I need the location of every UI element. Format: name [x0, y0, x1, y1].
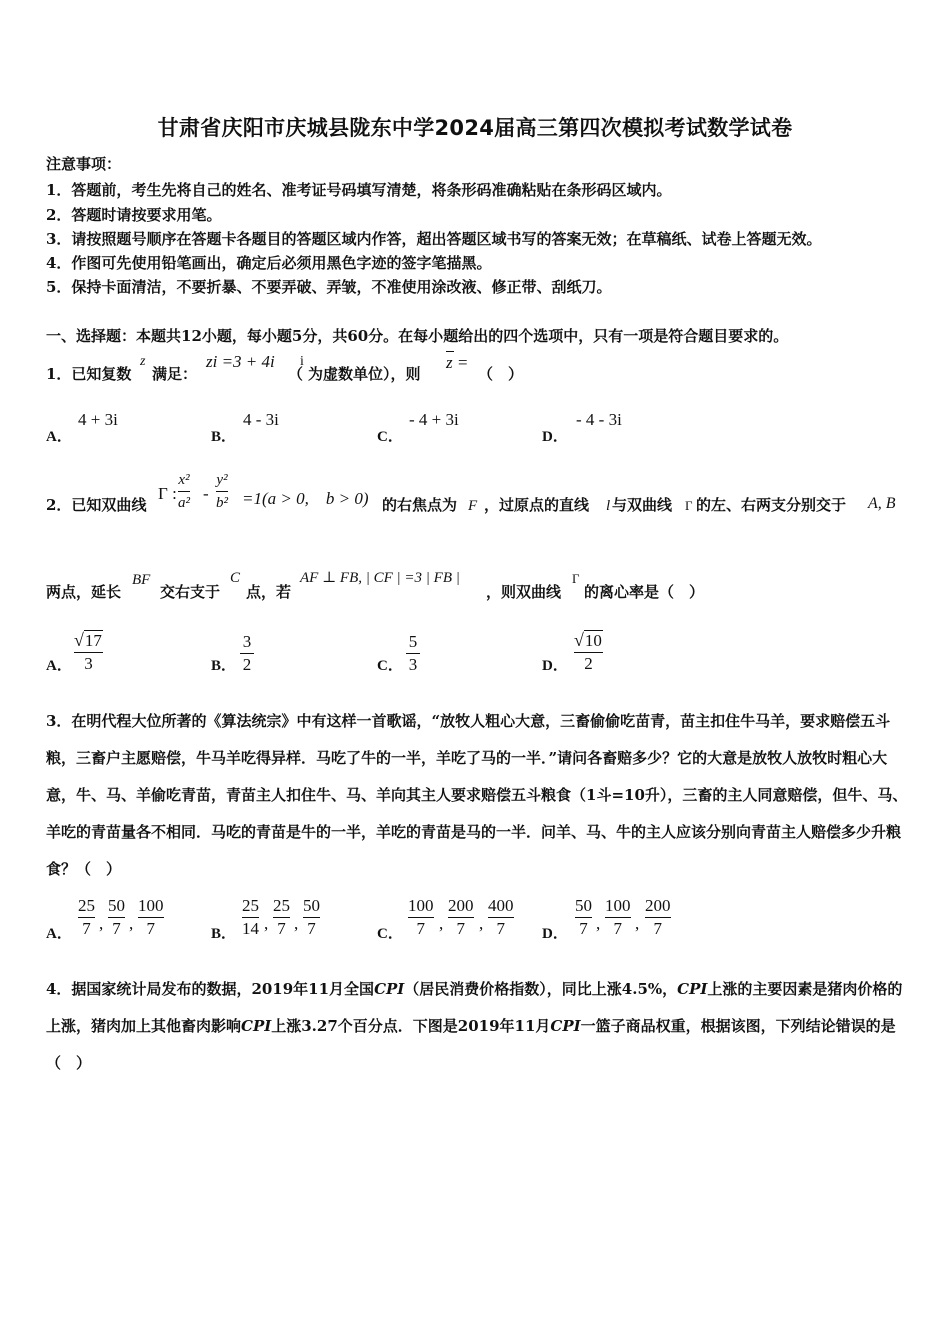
frac-num: 200 — [645, 896, 671, 915]
frac-den: 7 — [653, 919, 662, 938]
q2-math: Γ — [572, 571, 580, 586]
option-value: √17 3 — [74, 630, 102, 673]
section-heading: 一、选择题：本题共12小题，每小题5分，共60分。在每小题给出的四个选项中，只有一项是符合题目要求的。 — [46, 327, 789, 345]
frac-num: 50 — [575, 896, 592, 915]
frac-bar — [575, 917, 592, 918]
q1-text: （ ） — [478, 365, 524, 383]
option-value: - 4 + 3i — [409, 410, 459, 429]
frac-num: 100 — [408, 896, 434, 915]
comma: , — [635, 914, 640, 933]
frac-num: 10 — [584, 631, 602, 650]
frac-bar — [78, 917, 95, 918]
question-4 — [46, 971, 914, 1082]
option-frac — [408, 896, 434, 939]
q2-text: ，过原点的直线 — [484, 496, 590, 514]
option-label: D． — [542, 658, 568, 674]
q2-text: 的离心率是（ ） — [584, 583, 705, 601]
option-label: B． — [211, 429, 237, 445]
q1-math: zi =3 + 4i — [206, 352, 275, 371]
option-frac — [108, 896, 125, 939]
frac-num: y² — [216, 472, 228, 488]
q4-text: （居民消费价格指数），同比上涨4.5%， — [404, 980, 678, 998]
q2-math: - — [203, 484, 209, 503]
option-frac — [273, 896, 290, 939]
q2-math: Γ — [685, 498, 693, 513]
frac-den: 2 — [242, 655, 252, 674]
q2-text: 与双曲线 — [612, 496, 673, 514]
option-label: C． — [377, 658, 403, 674]
option-label: C． — [377, 429, 403, 445]
option-label: D． — [542, 429, 568, 445]
option-label: C． — [377, 926, 403, 942]
frac-num: 25 — [78, 896, 95, 915]
frac-bar — [242, 917, 259, 918]
q2-text: 交右支于 — [160, 583, 221, 601]
q3-text: 3．在明代程大位所著的《算法统宗》中有这样一首歌谣，“放牧人粗心大意，三畜偷偷吃苗青，苗主扣住牛马羊，要求赔偿五斗粮，三畜户主愿赔偿，牛马羊吃得异样．马吃了牛的一半，羊吃了马的一半．”请问各畜赔多少？它的大意是放牧人放牧时粗心大意，牛、马、羊偷吃青苗，青苗主人扣住牛、马、羊向其主人要求赔偿五斗粮食（1斗=10升），三畜的主人同意赔偿，但牛、马、羊吃的青苗量各不相同．马吃的青苗是牛的一半，羊吃的青苗是马的一半．问羊、马、牛的主人应该分别向青苗主人赔偿多少升粮食？（ ） — [46, 712, 908, 878]
option-frac — [138, 896, 164, 939]
frac-bar — [216, 491, 228, 492]
frac-bar — [645, 917, 671, 918]
frac-den: 3 — [84, 654, 93, 673]
frac-den: 7 — [82, 919, 91, 938]
frac-num: 25 — [273, 896, 290, 915]
frac-num: 50 — [108, 896, 125, 915]
q4-term: CPI — [241, 1017, 272, 1035]
frac-den: 7 — [416, 919, 425, 938]
conjugate-bar — [446, 351, 454, 352]
frac-den: a² — [178, 495, 190, 511]
q2-text: 点，若 — [246, 583, 292, 601]
option-frac — [448, 896, 474, 939]
notice-item: 5．保持卡面清洁，不要折暴、不要弄破、弄皱，不准使用涂改液、修正带、刮纸刀。 — [46, 278, 612, 296]
frac-den: 7 — [112, 919, 121, 938]
frac-den: 7 — [146, 919, 155, 938]
q2-math: l — [606, 498, 611, 514]
q2-fraction — [178, 470, 190, 513]
option-value: - 4 - 3i — [576, 410, 622, 429]
frac-num: 50 — [303, 896, 320, 915]
frac-bar — [273, 917, 290, 918]
frac-num: 5 — [408, 632, 418, 651]
q4-term: CPI — [374, 980, 405, 998]
q4-text: 上涨的主要因素是猪肉价格的上涨，猪肉加上其他畜肉影响 — [46, 980, 903, 1035]
comma: , — [294, 914, 299, 933]
q2-text: ，则双曲线 — [486, 583, 562, 601]
frac-bar — [574, 652, 603, 653]
option-label: B． — [211, 658, 237, 674]
q1-math: z = — [446, 353, 469, 372]
option-label: A． — [46, 926, 72, 942]
option-value — [240, 632, 254, 675]
q2-text: 两点，延长 — [46, 583, 122, 601]
frac-num: x² — [178, 472, 190, 488]
option-value: 4 - 3i — [243, 410, 279, 429]
q2-math: =1(a > 0, b > 0) — [242, 489, 369, 508]
option-label: B． — [211, 926, 237, 942]
q2-fraction — [216, 470, 228, 513]
frac-bar — [448, 917, 474, 918]
option-frac — [303, 896, 320, 939]
frac-num: 100 — [605, 896, 631, 915]
frac-bar — [74, 652, 103, 653]
frac-bar — [303, 917, 320, 918]
comma: , — [439, 914, 444, 933]
notice-item: 3．请按照题号顺序在答题卡各题目的答题区域内作答，超出答题区域书写的答案无效；在草稿纸、试卷上答题无效。 — [46, 230, 822, 248]
option-value: √10 2 — [574, 630, 602, 673]
option-frac — [645, 896, 671, 939]
q1-text: 为虚数单位），则 — [308, 365, 421, 383]
frac-num: 3 — [242, 632, 252, 651]
comma: , — [596, 914, 601, 933]
frac-den: 7 — [613, 919, 622, 938]
notice-item: 2．答题时请按要求用笔。 — [46, 206, 222, 224]
q2-text: 2．已知双曲线 — [46, 496, 147, 514]
q1-math: i — [300, 354, 304, 369]
notice-heading: 注意事项： — [46, 155, 122, 173]
q4-text: 4．据国家统计局发布的数据，2019年11月全国 — [46, 980, 375, 998]
q4-text: 一篮子商品权重，根据该图，下列结论错误的是（ ） — [46, 1017, 896, 1072]
frac-num: 17 — [84, 631, 102, 650]
frac-num: 200 — [448, 896, 474, 915]
option-frac — [78, 896, 95, 939]
q1-text: 1．已知复数 — [46, 365, 132, 383]
q2-text: 的左、右两支分别交于 — [696, 496, 847, 514]
option-frac — [575, 896, 592, 939]
frac-bar — [108, 917, 125, 918]
option-frac — [242, 896, 259, 939]
frac-den: 3 — [408, 655, 418, 674]
frac-bar — [240, 653, 254, 654]
q2-math: C — [230, 570, 241, 586]
frac-den: 7 — [496, 919, 505, 938]
option-frac — [488, 896, 514, 939]
frac-bar — [488, 917, 514, 918]
frac-den: 7 — [307, 919, 316, 938]
frac-den: 7 — [456, 919, 465, 938]
option-label: D． — [542, 926, 568, 942]
frac-num: 25 — [242, 896, 259, 915]
frac-den: b² — [216, 495, 228, 511]
page-title: 甘肃省庆阳市庆城县陇东中学2024届高三第四次模拟考试数学试卷 — [157, 116, 793, 140]
q4-term: CPI — [550, 1017, 581, 1035]
notice-item: 1．答题前，考生先将自己的姓名、准考证号码填写清楚，将条形码准确粘贴在条形码区域内。 — [46, 181, 672, 199]
option-value: 4 + 3i — [78, 410, 118, 429]
q1-text: （ — [288, 365, 304, 383]
option-label: A． — [46, 429, 72, 445]
comma: , — [264, 914, 269, 933]
option-label: A． — [46, 658, 72, 674]
comma: , — [479, 914, 484, 933]
q2-math: Γ : — [158, 484, 177, 503]
q2-math: F — [468, 498, 478, 514]
comma: , — [129, 914, 134, 933]
frac-den: 14 — [242, 919, 259, 938]
q1-math: z — [140, 354, 146, 369]
q2-math: BF — [132, 572, 151, 588]
frac-bar — [406, 653, 420, 654]
frac-den: 7 — [277, 919, 286, 938]
frac-bar — [605, 917, 631, 918]
frac-num: 100 — [138, 896, 164, 915]
q4-term: CPI — [677, 980, 708, 998]
notice-item: 4．作图可先使用铅笔画出，确定后必须用黑色字迹的签字笔描黑。 — [46, 254, 492, 272]
q2-math: AF ⊥ FB, | CF | =3 | FB | — [300, 570, 460, 586]
frac-den: 7 — [579, 919, 588, 938]
frac-num: 400 — [488, 896, 514, 915]
frac-bar — [178, 491, 190, 492]
frac-den: 2 — [584, 654, 593, 673]
frac-bar — [408, 917, 434, 918]
q2-math: A, B — [868, 495, 896, 512]
comma: , — [99, 914, 104, 933]
option-frac — [605, 896, 631, 939]
frac-bar — [138, 917, 164, 918]
q1-text: 满足： — [152, 365, 198, 383]
q4-text: 上涨3.27个百分点．下图是2019年11月 — [271, 1017, 551, 1035]
option-value — [406, 632, 420, 675]
q2-text: 的右焦点为 — [382, 496, 458, 514]
